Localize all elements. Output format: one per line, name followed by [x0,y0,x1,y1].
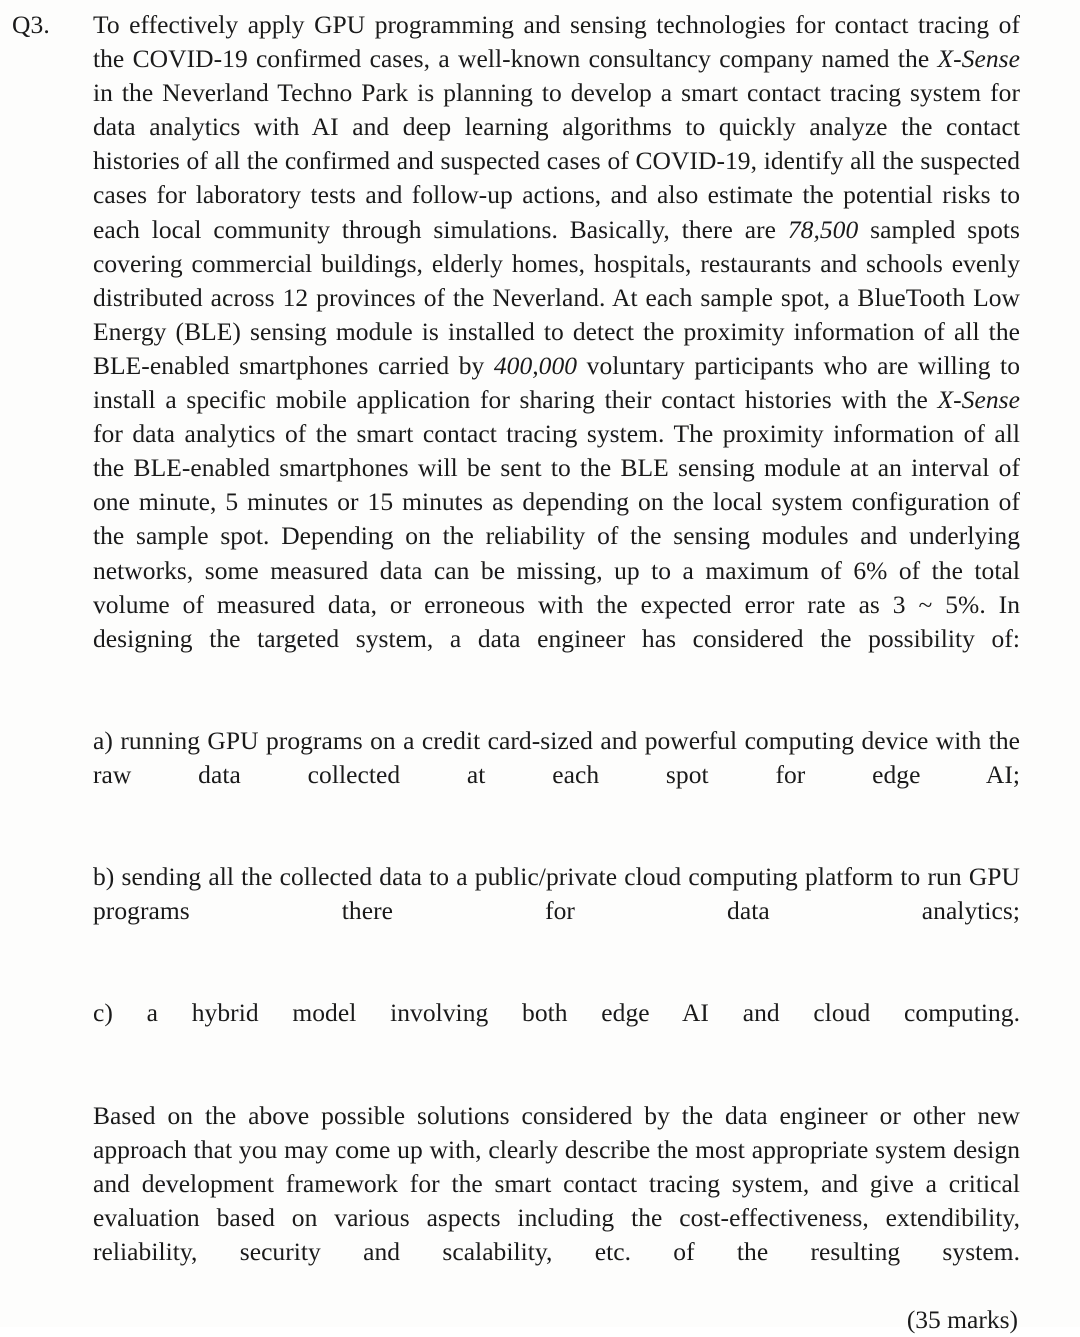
paragraph-option-a [93,724,1020,826]
body-text: for data analytics of the smart contact tracing system. The proximity information of all the BLE-enabled smartphones will be sent to the BLE sensing module at an interval of one minute, 5 minutes or 15 minutes as depending on the local system configuration of the sample spot. Depending on the reliability of the sensing modules and underlying networks, some measured data can be missing, up to a maximum of 6% of the total volume of measured data, or erroneous with the expected error rate as 3 ~ 5%. In designing the targeted system, a data engineer has considered the possibility of: [93,419,1020,653]
body-text: Based on the above possible solutions considered by the data engineer or other new approach that you may come up with, clearly describe the most appropriate system design and development framework for the smart contact tracing system, and give a critical evaluation based on various aspects including the cost-effectiveness, extendibility, reliability, security and scalability, etc. of the resulting system. [93,1100,1020,1266]
body-text: a) running GPU programs on a credit card-sized and powerful computing device with the raw data collected at each spot for edge AI; [93,725,1020,789]
emphasis-text: X-Sense [937,44,1020,74]
emphasis-text: 400,000 [493,350,578,380]
paragraph-intro [93,8,1020,690]
paragraph-option-c [93,996,1020,1064]
body-text: To effectively apply GPU programming and sensing technologies for contact tracing of the COVID-19 confirmed cases, a well-known consultancy company named the [93,10,1020,74]
paragraph-list [93,8,1020,1303]
question-number-label: Q3. [12,10,50,39]
marks-allocation: (35 marks) [906,1305,1018,1335]
paragraph-closing [93,1099,1020,1304]
emphasis-text: 78,500 [787,214,859,244]
body-text: c) a hybrid model involving both edge AI and cloud computing. [93,998,1020,1028]
body-text: b) sending all the collected data to a public/private cloud computing platform to run GPU programs there for data analytics; [93,862,1020,926]
paragraph-option-b [93,860,1020,962]
body-text: sampled spots covering commercial buildings, elderly homes, hospitals, restaurants and schools evenly distributed across 12 provinces of the Neverland. At each sample spot, a BlueTooth Low Energy (BLE) sensing module is installed to detect the proximity information of all the BLE-enabled smartphones carried by [93,214,1020,380]
question-block [12,8,1020,1337]
body-text: voluntary participants who are willing to install a specific mobile application for sharing their contact histories with the [93,350,1020,415]
emphasis-text: X-Sense [937,385,1020,415]
body-text: in the Neverland Techno Park is planning to develop a smart contact tracing system for data analytics with AI and deep learning algorithms to quickly analyze the contact histories of all the confirmed and suspected cases of COVID-19, identify all the suspected cases for laboratory tests and follow-up actions, and also estimate the potential risks to each local community through simulations. Basically, there are [93,78,1020,244]
question-body [93,8,1020,1337]
